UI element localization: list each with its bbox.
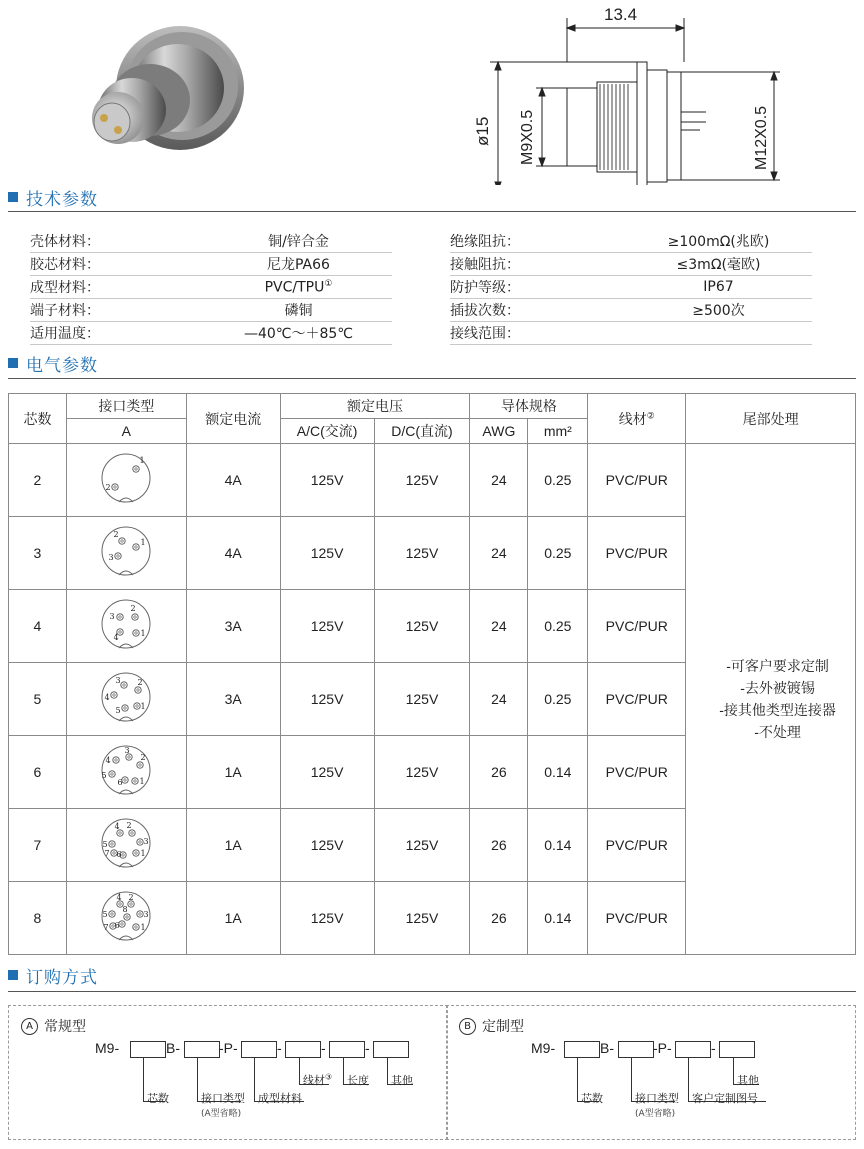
cell-cores: 7 (9, 809, 67, 882)
a-label-interface-sub: (A型省略) (201, 1109, 242, 1119)
a-label-wire-note: ③ (325, 1072, 333, 1082)
b-box-interface[interactable] (618, 1041, 654, 1058)
cell-mm2: 0.14 (528, 736, 588, 809)
svg-text:1: 1 (140, 923, 146, 932)
cell-interface (66, 444, 186, 517)
svg-text:3: 3 (109, 612, 115, 621)
cell-ac: 125V (280, 736, 374, 809)
spec-value-text: IP67 (703, 279, 734, 295)
cell-dc: 125V (374, 663, 470, 736)
elec-divider (8, 378, 856, 379)
cell-ac: 125V (280, 809, 374, 882)
header-wire-text: 线材 (618, 410, 647, 427)
svg-text:3: 3 (143, 910, 149, 919)
svg-text:4: 4 (116, 893, 122, 902)
dim-outer-label: ø15 (473, 116, 492, 146)
a-sep-b: B- (166, 1040, 180, 1056)
a-label-interface: 接口类型 (201, 1092, 245, 1105)
section-marker-icon (8, 192, 18, 202)
spec-row (30, 276, 392, 298)
cell-ac: 125V (280, 590, 374, 663)
cell-mm2: 0.25 (528, 444, 588, 517)
cell-wire: PVC/PUR (588, 444, 686, 517)
svg-text:1: 1 (140, 702, 146, 711)
svg-text:1: 1 (140, 629, 146, 638)
spec-row (30, 322, 392, 344)
a-label-other: 其他 (391, 1074, 413, 1087)
spec-row (450, 276, 812, 298)
cell-dc: 125V (374, 736, 470, 809)
cell-cores: 6 (9, 736, 67, 809)
header-ac: A/C(交流) (280, 419, 374, 444)
connector-photo (92, 26, 244, 150)
header-voltage: 额定电压 (280, 394, 470, 419)
cell-awg: 24 (470, 590, 528, 663)
cell-ac: 125V (280, 444, 374, 517)
cell-mm2: 0.14 (528, 882, 588, 955)
header-awg: AWG (470, 419, 528, 444)
spec-value (625, 279, 812, 295)
cell-current: 1A (186, 882, 280, 955)
cell-mm2: 0.25 (528, 517, 588, 590)
cell-awg: 24 (470, 663, 528, 736)
order-option-a (8, 1005, 448, 1140)
spec-row (30, 299, 392, 321)
spec-value (205, 323, 392, 343)
pin-layout-icon (98, 744, 154, 800)
svg-text:2: 2 (130, 604, 136, 613)
option-a-title-text: 常规型 (44, 1019, 86, 1035)
spec-value-text: ≥100mΩ(兆欧) (667, 234, 770, 250)
header-dc: D/C(直流) (374, 419, 470, 444)
spec-label: 胶芯材料： (30, 257, 100, 273)
spec-label: 成型材料： (30, 280, 100, 296)
cell-tail-options (686, 444, 856, 955)
spec-value-text: ≥500次 (692, 303, 745, 319)
spec-label: 壳体材料： (30, 234, 100, 250)
spec-row (450, 230, 812, 252)
spec-value (625, 254, 812, 274)
svg-text:6: 6 (117, 778, 123, 787)
spec-value (625, 231, 812, 251)
svg-text:2: 2 (137, 678, 143, 687)
a-box-other[interactable] (373, 1041, 409, 1058)
cell-mm2: 0.25 (528, 663, 588, 736)
svg-text:5: 5 (101, 771, 107, 780)
header-mm2: mm² (528, 419, 588, 444)
option-a-letter: A (21, 1018, 38, 1035)
svg-text:5: 5 (102, 840, 108, 849)
cell-current: 1A (186, 736, 280, 809)
cell-cores: 3 (9, 517, 67, 590)
svg-text:1: 1 (140, 849, 146, 858)
cell-current: 4A (186, 517, 280, 590)
pin-layout-icon (98, 598, 154, 654)
pin-layout-icon (98, 525, 154, 581)
header-current: 额定电流 (186, 394, 280, 444)
a-label-mold: 成型材料 (258, 1092, 302, 1105)
spec-note: ① (324, 278, 333, 289)
header-conductor: 导体规格 (470, 394, 588, 419)
pin-layout-icon (98, 452, 154, 508)
header-wire-note: ② (646, 409, 655, 420)
cell-interface (66, 882, 186, 955)
cell-current: 1A (186, 809, 280, 882)
tech-divider (8, 211, 856, 212)
svg-text:1: 1 (139, 777, 145, 786)
spec-row (450, 253, 812, 275)
a-label-length: 长度 (347, 1074, 369, 1087)
cell-ac: 125V (280, 882, 374, 955)
spec-value (205, 231, 392, 251)
b-box-other[interactable] (719, 1041, 755, 1058)
svg-text:4: 4 (105, 756, 111, 765)
svg-text:2: 2 (105, 483, 111, 492)
cell-wire: PVC/PUR (588, 736, 686, 809)
spec-value (625, 300, 812, 320)
cell-interface (66, 809, 186, 882)
cell-interface (66, 590, 186, 663)
svg-text:2: 2 (113, 530, 119, 539)
a-box-wire[interactable] (285, 1041, 321, 1058)
header-interface-sub: A (66, 419, 186, 444)
spec-value-text: —40℃～＋85℃ (243, 326, 354, 342)
spec-row (450, 322, 812, 344)
cell-cores: 5 (9, 663, 67, 736)
cell-wire: PVC/PUR (588, 809, 686, 882)
cell-dc: 125V (374, 590, 470, 663)
spec-row-divider (450, 344, 812, 345)
option-b-title-text: 定制型 (482, 1019, 524, 1035)
spec-row (30, 253, 392, 275)
cell-ac: 125V (280, 663, 374, 736)
cell-wire: PVC/PUR (588, 882, 686, 955)
svg-text:5: 5 (115, 706, 121, 715)
spec-value-text: PVC/TPU (264, 279, 325, 296)
svg-text:8: 8 (122, 905, 128, 914)
section-marker-icon (8, 970, 18, 980)
order-option-b (446, 1005, 856, 1140)
svg-text:3: 3 (143, 837, 149, 846)
spec-label: 端子材料： (30, 303, 100, 319)
spec-value-text: 尼龙PA66 (267, 257, 330, 273)
section-marker-icon (8, 358, 18, 368)
cell-wire: PVC/PUR (588, 590, 686, 663)
tail-option: -不处理 (754, 724, 801, 740)
spec-label: 绝缘阻抗： (450, 234, 520, 250)
spec-label: 接线范围： (450, 326, 520, 342)
a-label-wire (303, 1072, 332, 1088)
cell-mm2: 0.25 (528, 590, 588, 663)
svg-text:3: 3 (115, 676, 121, 685)
option-b-title (459, 1016, 524, 1036)
cell-cores: 4 (9, 590, 67, 663)
option-b-letter: B (459, 1018, 476, 1035)
b-label-interface-sub: (A型省略) (635, 1109, 676, 1119)
tail-option: -可客户要求定制 (726, 658, 829, 674)
a-box-length[interactable] (329, 1041, 365, 1058)
pin-layout-icon (98, 890, 154, 946)
cell-ac: 125V (280, 517, 374, 590)
b-sep-b: B- (600, 1040, 614, 1056)
spec-value-text: 铜/锌合金 (268, 234, 329, 250)
spec-row (30, 230, 392, 252)
spec-value-text: 磷铜 (284, 303, 313, 319)
cell-current: 4A (186, 444, 280, 517)
elec-section-title: 电气参数 (8, 352, 98, 374)
cell-wire: PVC/PUR (588, 663, 686, 736)
tail-option: -去外被镀锡 (740, 680, 815, 696)
header-interface: 接口类型 (66, 394, 186, 419)
a-box-interface[interactable] (184, 1041, 220, 1058)
tech-section-title: 技术参数 (8, 186, 98, 208)
cell-cores: 2 (9, 444, 67, 517)
b-label-cores: 芯数 (581, 1092, 603, 1105)
cell-dc: 125V (374, 517, 470, 590)
header-cores: 芯数 (9, 394, 67, 444)
cell-interface (66, 736, 186, 809)
cell-dc: 125V (374, 882, 470, 955)
b-label-interface: 接口类型 (635, 1092, 679, 1105)
table-row (9, 444, 856, 517)
a-dash-3: - (365, 1040, 370, 1056)
cell-awg: 24 (470, 444, 528, 517)
pin-layout-icon (98, 817, 154, 873)
spec-value (205, 279, 392, 296)
a-sep-p: -P- (219, 1040, 238, 1056)
b-prefix: M9- (531, 1040, 556, 1056)
cell-awg: 26 (470, 809, 528, 882)
pin-layout-icon (98, 671, 154, 727)
spec-label: 适用温度： (30, 326, 100, 342)
a-label-cores: 芯数 (147, 1092, 169, 1105)
a-box-mold[interactable] (241, 1041, 277, 1058)
cell-dc: 125V (374, 809, 470, 882)
cell-dc: 125V (374, 444, 470, 517)
svg-text:1: 1 (139, 456, 145, 465)
spec-value (205, 254, 392, 274)
order-divider (8, 991, 856, 992)
dim-thread-front-label: M9X0.5 (519, 109, 536, 165)
spec-value (205, 300, 392, 320)
cell-current: 3A (186, 663, 280, 736)
dim-length-label: 13.4 (604, 5, 638, 24)
svg-text:4: 4 (113, 633, 119, 642)
cell-awg: 26 (470, 736, 528, 809)
electrical-table (8, 393, 856, 955)
b-box-cores[interactable] (564, 1041, 600, 1058)
svg-text:3: 3 (108, 553, 114, 562)
cell-interface (66, 663, 186, 736)
spec-label: 插拔次数： (450, 303, 520, 319)
a-dash-1: - (277, 1040, 282, 1056)
dim-thread-rear-label: M12X0.5 (753, 105, 770, 170)
svg-text:1: 1 (140, 538, 146, 547)
a-label-wire-text: 线材 (303, 1074, 325, 1087)
option-a-title (21, 1016, 86, 1036)
svg-text:7: 7 (103, 923, 109, 932)
spec-label: 防护等级： (450, 280, 520, 296)
cell-cores: 8 (9, 882, 67, 955)
svg-text:6: 6 (114, 921, 120, 930)
b-label-drawing: 客户定制图号 (692, 1092, 758, 1105)
a-dash-2: - (321, 1040, 326, 1056)
cell-mm2: 0.14 (528, 809, 588, 882)
svg-text:2: 2 (128, 893, 134, 902)
spec-label: 接触阻抗： (450, 257, 520, 273)
order-section-title: 订购方式 (8, 964, 98, 986)
cell-awg: 26 (470, 882, 528, 955)
svg-text:2: 2 (126, 821, 132, 830)
svg-text:4: 4 (104, 693, 110, 702)
svg-text:3: 3 (124, 746, 130, 755)
b-box-drawing[interactable] (675, 1041, 711, 1058)
spec-value-text: ≤3mΩ(毫欧) (676, 257, 761, 273)
cell-awg: 24 (470, 517, 528, 590)
tail-option: -接其他类型连接器 (719, 702, 836, 718)
cell-current: 3A (186, 590, 280, 663)
cell-wire: PVC/PUR (588, 517, 686, 590)
b-label-other: 其他 (737, 1074, 759, 1087)
svg-text:2: 2 (140, 753, 146, 762)
spec-row-divider (30, 344, 392, 345)
a-prefix: M9- (95, 1040, 120, 1056)
header-tail: 尾部处理 (686, 394, 856, 444)
product-header (0, 0, 864, 185)
b-dash-1: - (711, 1040, 716, 1056)
b-sep-p: -P- (653, 1040, 672, 1056)
svg-text:5: 5 (102, 910, 108, 919)
a-box-cores[interactable] (130, 1041, 166, 1058)
header-wire (588, 394, 686, 444)
svg-text:4: 4 (114, 822, 120, 831)
svg-text:7: 7 (104, 849, 110, 858)
spec-row (450, 299, 812, 321)
svg-text:6: 6 (116, 850, 122, 859)
cell-interface (66, 517, 186, 590)
